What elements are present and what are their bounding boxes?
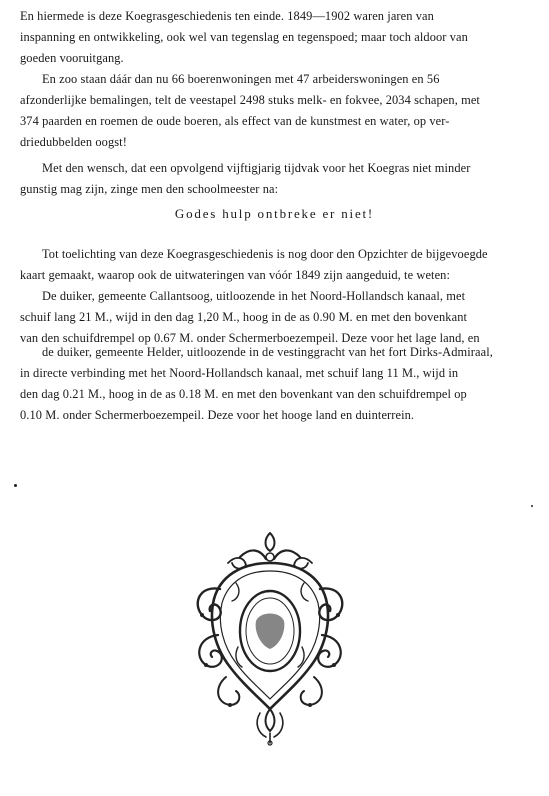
text-line: de duiker, gemeente Helder, uitloozende in de vestinggracht van het fort Dirks-Admiraal, xyxy=(42,345,493,359)
text-line: 0.10 M. onder Schermerboezempeil. Deze voor het hooge land en duinterrein. xyxy=(20,408,415,422)
text-line: gunstig mag zijn, zinge men den schoolmeester na: xyxy=(20,182,279,196)
motto-line: Godes hulp ontbreke er niet! xyxy=(174,206,375,221)
text-line: schuif lang 21 M., wijd in den dag 1,20 M., hoog in de as 0.90 M. en met den bovenkant xyxy=(20,310,468,324)
paragraph-callantsoog-culvert xyxy=(20,286,529,349)
text-line: Met den wensch, dat een opvolgend vijftigjarig tijdvak voor het Koegras niet minder xyxy=(42,161,471,175)
text-line: den dag 0.21 M., hoog in de as 0.18 M. en met den bovenkant van den schuifdrempel op xyxy=(20,387,467,401)
text-line: 374 paarden en roemen de oude boeren, als effect van de kunstmest en water, op ver- xyxy=(20,114,450,128)
decorative-cartouche-icon xyxy=(180,527,360,747)
text-line: van den schuifdrempel op 0.67 M. onder Schermerboezempeil. Deze voor het lage land, en xyxy=(20,331,480,345)
paragraph-wish xyxy=(20,158,529,200)
paragraph-statistics xyxy=(20,69,529,153)
text-line: inspanning en ontwikkeling, ook wel van tegenslag en tegenspoed; maar toch aldoor van xyxy=(20,30,468,44)
text-line: in directe verbinding met het Noord-Hollandsch kanaal, met schuif lang 11 M., wijd in xyxy=(20,366,459,380)
text-line: goeden vooruitgang. xyxy=(20,51,124,65)
text-line: Tot toelichting van deze Koegrasgeschiedenis is nog door den Opzichter de bijgevoegde xyxy=(42,247,488,261)
text-line: En zoo staan dáár dan nu 66 boerenwoningen met 47 arbeiderswoningen en 56 xyxy=(42,72,440,86)
text-line: En hiermede is deze Koegrasgeschiedenis ten einde. 1849—1902 waren jaren van xyxy=(20,9,434,23)
paragraph-conclusion xyxy=(20,6,529,69)
print-speck xyxy=(531,505,533,507)
print-speck xyxy=(14,484,17,487)
text-line: afzonderlijke bemalingen, telt de veestapel 2498 stuks melk- en fokvee, 2034 schapen, met xyxy=(20,93,480,107)
paragraph-map-explanation xyxy=(20,244,529,286)
text-line: kaart gemaakt, waarop ook de uitwateringen van vóór 1849 zijn aangeduid, te weten: xyxy=(20,268,451,282)
text-line: De duiker, gemeente Callantsoog, uitloozende in het Noord-Hollandsch kanaal, met xyxy=(42,289,466,303)
paragraph-helder-culvert xyxy=(20,342,529,426)
text-line: driedubbelden oogst! xyxy=(20,135,127,149)
